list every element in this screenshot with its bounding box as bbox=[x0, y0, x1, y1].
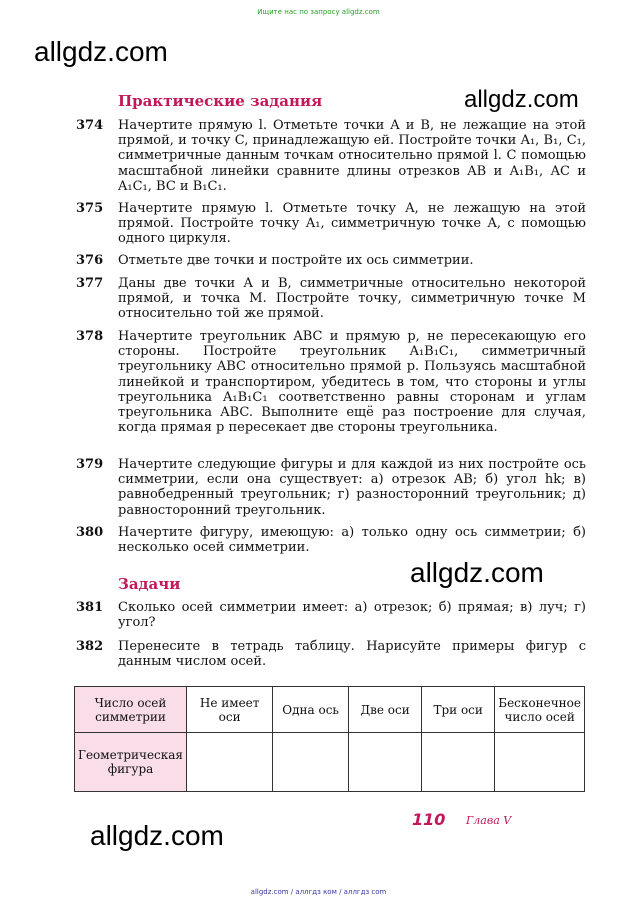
symmetry-table bbox=[74, 686, 585, 792]
task-375 bbox=[76, 201, 586, 247]
task-382 bbox=[76, 639, 586, 669]
task-text: Даны две точки A и B, симметричные относительно некоторой прямой, и точка M. Постройте точку, симметричную точке M относительно той же прямой. bbox=[118, 276, 586, 322]
table-cell bbox=[187, 733, 273, 792]
task-number: 377 bbox=[76, 276, 104, 291]
task-number: 379 bbox=[76, 457, 104, 472]
table-header-cell: Три оси bbox=[422, 687, 495, 733]
task-379 bbox=[76, 457, 586, 518]
watermark: allgdz.com bbox=[410, 557, 544, 588]
task-text: Начертите фигуру, имеющую: а) только одну ось симметрии; б) несколько осей симметрии. bbox=[118, 525, 586, 556]
top-link[interactable]: Ищите нас по запросу allgdz.com bbox=[257, 8, 380, 16]
task-number: 380 bbox=[76, 525, 104, 540]
table-header-cell: Две оси bbox=[348, 687, 421, 733]
task-text: Сколько осей симметрии имеет: а) отрезок; б) прямая; в) луч; г) угол? bbox=[118, 600, 586, 631]
task-text: Начертите следующие фигуры и для каждой из них постройте ось симметрии, если она существует: а) отрезок AB; б) угол hk; в) равнобедренный треугольник; г) разносторонний треугольник; д) равносторонний треугольник. bbox=[118, 457, 586, 518]
task-number: 375 bbox=[76, 201, 104, 216]
task-text: Начертите треугольник ABC и прямую p, не пересекающую его стороны. Постройте треугольник A₁B₁C₁, симметричный треугольнику ABC относительно прямой p. Пользуясь масштабной линейкой и транспортиром, убедитесь в том, что стороны и углы треугольника A₁B₁C₁ соответственно равны сторонам и углам треугольника ABC. Выполните ещё раз построение для случая, когда прямая p пересекает две стороны треугольника. bbox=[118, 329, 586, 436]
task-text: Начертите прямую l. Отметьте точку A, не лежащую на этой прямой. Постройте точку A₁, симметричную точке A, с помощью одного циркуля. bbox=[118, 201, 586, 247]
task-number: 378 bbox=[76, 329, 104, 344]
table-header-cell: Одна ось bbox=[273, 687, 349, 733]
table-cell bbox=[348, 733, 421, 792]
task-378 bbox=[76, 329, 586, 435]
task-text: Начертите прямую l. Отметьте точки A и B, не лежащие на этой прямой, и точку C, принадлежащую ей. Постройте точки A₁, B₁, C₁, симметричные данным точкам относительно прямой l. С помощью масштабной линейки сравните длины отрезков AB и A₁B₁, AC и A₁C₁, BC и B₁C₁. bbox=[118, 118, 586, 194]
watermark: allgdz.com bbox=[464, 86, 579, 113]
task-number: 382 bbox=[76, 639, 104, 654]
task-374 bbox=[76, 118, 586, 194]
table-header-row bbox=[75, 687, 585, 733]
task-number: 374 bbox=[76, 118, 104, 133]
table-header-cell: Не имеет оси bbox=[187, 687, 273, 733]
task-number: 376 bbox=[76, 253, 104, 268]
table-row-label: Геометрическая фигура bbox=[75, 733, 187, 792]
table-cell bbox=[422, 733, 495, 792]
task-376 bbox=[76, 253, 586, 268]
table-row bbox=[75, 733, 585, 792]
watermark: allgdz.com bbox=[90, 820, 224, 851]
table-header-cell: Бесконечное число осей bbox=[495, 687, 585, 733]
table-cell bbox=[273, 733, 349, 792]
section-title-tasks: Задачи bbox=[118, 575, 181, 593]
task-380 bbox=[76, 525, 586, 555]
task-381 bbox=[76, 600, 586, 630]
task-text: Отметьте две точки и постройте их ось симметрии. bbox=[118, 253, 474, 268]
table-cell bbox=[495, 733, 585, 792]
page-number: 110 bbox=[412, 810, 446, 829]
task-text: Перенесите в тетрадь таблицу. Нарисуйте примеры фигур с данным числом осей. bbox=[118, 639, 586, 670]
chapter-label: Глава V bbox=[466, 814, 512, 827]
watermark: allgdz.com bbox=[34, 36, 168, 67]
task-number: 381 bbox=[76, 600, 104, 615]
task-377 bbox=[76, 276, 586, 322]
table-header-cell: Число осей симметрии bbox=[75, 687, 187, 733]
section-title-practical: Практические задания bbox=[118, 92, 323, 110]
bottom-link[interactable]: allgdz.com / аллгдз ком / аллгдз com bbox=[250, 888, 387, 896]
